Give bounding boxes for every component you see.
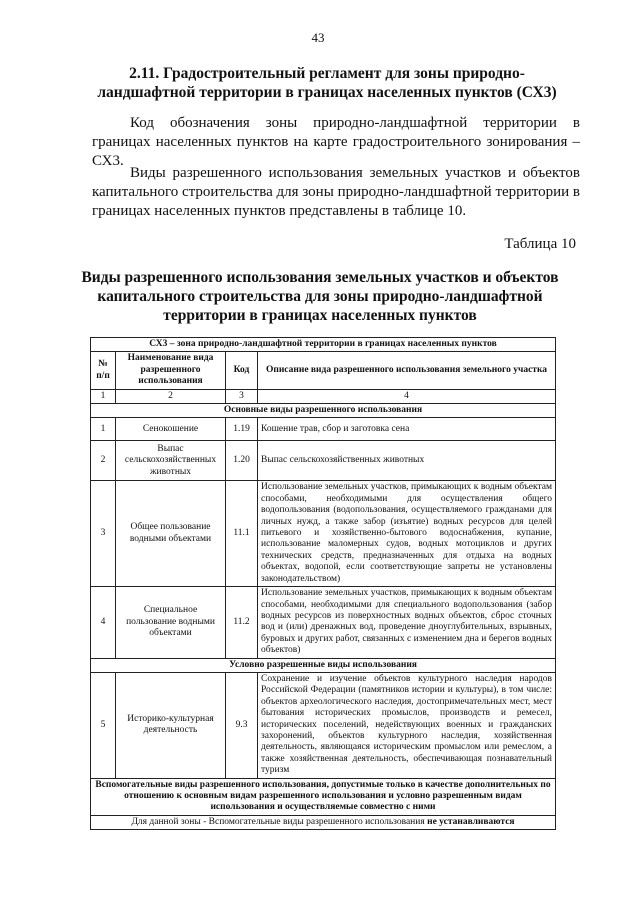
row-desc: Использование земельных участков, примыкающих к водным объектам способами, необходимыми для специального водопользования (забор водных ресурсов из поверхностных водных объектов, сброс сточных вод и (или) дренажных вод, проведение дноуглубительных, взрывных, буровых и других работ, связанных с изменением дна и берегов водных объектов) — [258, 587, 556, 658]
row-code: 11.2 — [226, 587, 258, 658]
zone-header: СХ3 – зона природно-ландшафтной территории в границах населенных пунктов — [91, 338, 556, 352]
usage-table — [90, 337, 556, 830]
table-row — [91, 418, 556, 441]
row-num: 1 — [91, 418, 116, 441]
section-row-main — [91, 404, 556, 418]
column-number-row — [91, 389, 556, 403]
auxiliary-note-bold: не устанавливаются — [427, 816, 515, 827]
zone-header-row — [91, 338, 556, 352]
col-number: 1 — [91, 389, 116, 403]
section-main-label: Основные виды разрешенного использования — [91, 404, 556, 418]
col-header-num: № п/п — [91, 352, 116, 389]
col-number: 4 — [258, 389, 556, 403]
row-code: 11.1 — [226, 481, 258, 587]
row-code: 9.3 — [226, 672, 258, 778]
row-num: 2 — [91, 441, 116, 481]
row-desc: Кошение трав, сбор и заготовка сена — [258, 418, 556, 441]
row-desc: Выпас сельскохозяйственных животных — [258, 441, 556, 481]
row-name: Общее пользование водными объектами — [116, 481, 226, 587]
paragraph-zone-code: Код обозначения зоны природно-ландшафтной территории в границах населенных пунктов на карте градостроительного зонирования – СХ3. — [92, 115, 580, 169]
table-title: Виды разрешенного использования земельных участков и объектов капитального строительства для зоны природно-ландшафтной территории в границах населенных пунктов — [81, 269, 559, 324]
column-header-row — [91, 352, 556, 389]
col-header-code: Код — [226, 352, 258, 389]
auxiliary-header-row — [91, 778, 556, 815]
table-row — [91, 441, 556, 481]
auxiliary-note-row — [91, 815, 556, 829]
table-row — [91, 481, 556, 587]
section-heading: 2.11. Градостроительный регламент для зоны природно-ландшафтной территории в границах населенных пунктов (СХ3) — [97, 65, 557, 101]
row-desc: Сохранение и изучение объектов культурного наследия народов Российской Федерации (памятников истории и культуры), в том числе: объектов археологического наследия, достопримечательных мест, мест бытования исторических промыслов, производств и ремесел, исторических поселений, недействующих военных и гражданских захоронений, объектов культурного наследия, хозяйственная деятельность, являющаяся историческим промыслом или ремеслом, а также хозяйственная деятельность, обеспечивающая познавательный туризм — [258, 672, 556, 778]
auxiliary-header: Вспомогательные виды разрешенного использования, допустимые только в качестве дополнительных по отношению к основным видам разрешенного использования и условно разрешенным видам использования и осуществляемые совместно с ними — [91, 778, 556, 815]
row-name: Специальное пользование водными объектами — [116, 587, 226, 658]
col-header-name: Наименование вида разрешенного использования — [116, 352, 226, 389]
row-num: 4 — [91, 587, 116, 658]
table-row — [91, 672, 556, 778]
auxiliary-note — [91, 815, 556, 829]
paragraph-usage-types: Виды разрешенного использования земельных участков и объектов капитального строительства для зоны природно-ландшафтной территории в границах населенных пунктов представлены в таблице 10. — [92, 165, 580, 219]
row-name: Выпас сельскохозяйственных животных — [116, 441, 226, 481]
col-number: 3 — [226, 389, 258, 403]
row-code: 1.20 — [226, 441, 258, 481]
row-num: 5 — [91, 672, 116, 778]
row-code: 1.19 — [226, 418, 258, 441]
row-name: Историко-культурная деятельность — [116, 672, 226, 778]
row-name: Сенокошение — [116, 418, 226, 441]
col-number: 2 — [116, 389, 226, 403]
col-header-desc: Описание вида разрешенного использования земельного участка — [258, 352, 556, 389]
row-desc: Использование земельных участков, примыкающих к водным объектам способами, необходимыми для осуществления общего водопользования (водопользования, осуществляемого гражданами для личных нужд, а также забор (изъятие) водных ресурсов для целей питьевого и хозяйственно-бытового водоснабжения, купание, использование маломерных судов, водных мотоциклов и других технических средств, предназначенных для отдыха на водных объектах, водопой, если соответствующие запреты не установлены законодательством) — [258, 481, 556, 587]
page-number: 43 — [311, 30, 325, 45]
section-conditional-label: Условно разрешенные виды использования — [91, 658, 556, 672]
row-num: 3 — [91, 481, 116, 587]
auxiliary-note-text: Для данной зоны - Вспомогательные виды разрешенного использования — [131, 816, 425, 827]
section-row-conditional — [91, 658, 556, 672]
table-row — [91, 587, 556, 658]
table-caption: Таблица 10 — [504, 236, 576, 252]
